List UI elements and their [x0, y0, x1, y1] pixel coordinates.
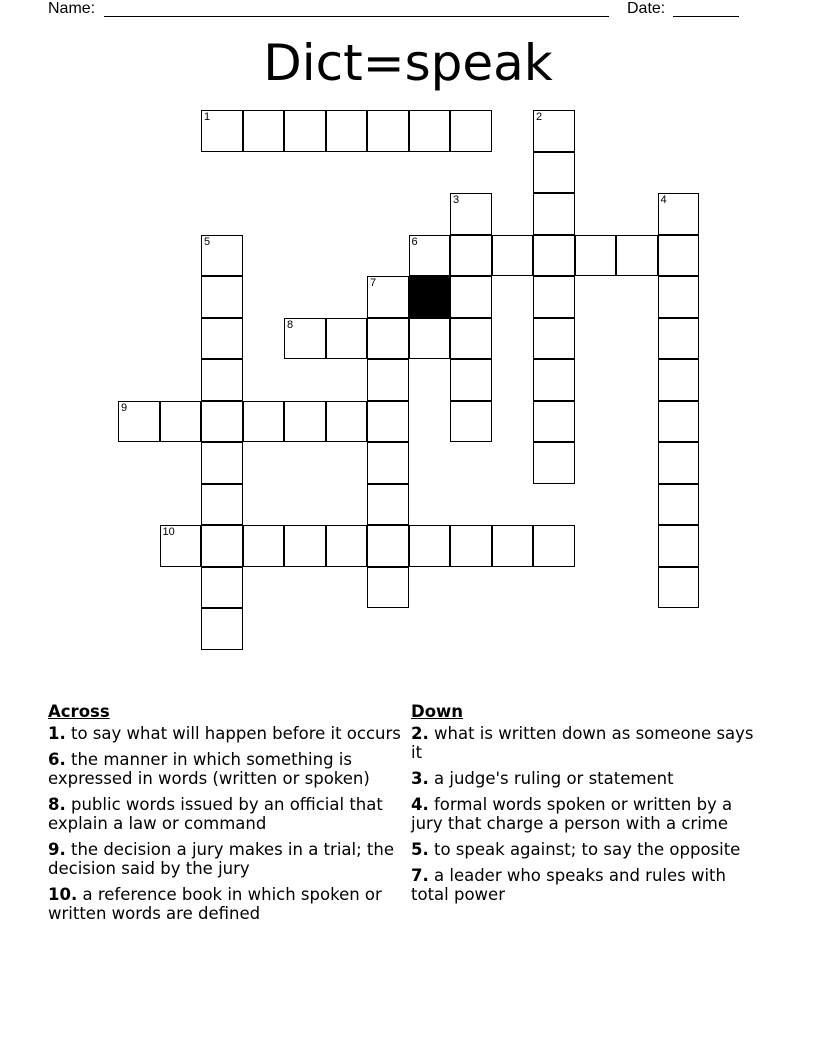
- crossword-cell[interactable]: [658, 401, 700, 443]
- across-clue: [48, 795, 408, 833]
- clue-text: a reference book in which spoken or written words are defined: [48, 885, 382, 923]
- name-label: Name:: [48, 0, 96, 17]
- crossword-cell[interactable]: [658, 318, 700, 360]
- crossword-cell[interactable]: [575, 235, 617, 277]
- crossword-cell[interactable]: [201, 567, 243, 609]
- across-clue: [48, 885, 408, 923]
- crossword-cell[interactable]: [326, 525, 368, 567]
- crossword-cell[interactable]: [326, 401, 368, 443]
- crossword-cell[interactable]: [326, 318, 368, 360]
- across-clues: [48, 702, 408, 930]
- clue-number: 4.: [411, 795, 429, 814]
- crossword-cell[interactable]: [409, 110, 451, 152]
- crossword-cell[interactable]: [201, 401, 243, 443]
- crossword-cell[interactable]: [533, 152, 575, 194]
- crossword-cell[interactable]: [533, 235, 575, 277]
- crossword-cell[interactable]: [160, 401, 202, 443]
- clue-text: the manner in which something is expressed in words (written or spoken): [48, 750, 370, 788]
- cell-number: 5: [204, 235, 211, 248]
- crossword-cell[interactable]: [533, 525, 575, 567]
- crossword-cell[interactable]: [201, 318, 243, 360]
- crossword-cell[interactable]: [201, 359, 243, 401]
- crossword-cell[interactable]: [201, 525, 243, 567]
- crossword-cell[interactable]: [450, 401, 492, 443]
- crossword-cell[interactable]: [284, 525, 326, 567]
- cell-number: 7: [370, 277, 377, 289]
- cell-number: 2: [536, 111, 543, 123]
- crossword-cell[interactable]: [492, 525, 534, 567]
- down-clue: [411, 795, 761, 833]
- clue-number: 6.: [48, 750, 66, 769]
- crossword-cell[interactable]: [533, 442, 575, 484]
- crossword-cell[interactable]: [409, 318, 451, 360]
- crossword-cell[interactable]: [533, 276, 575, 318]
- crossword-cell[interactable]: [450, 359, 492, 401]
- clue-text: what is written down as someone says it: [411, 724, 754, 762]
- crossword-cell[interactable]: [450, 235, 492, 277]
- crossword-cell[interactable]: [658, 567, 700, 609]
- crossword-cell[interactable]: [201, 608, 243, 650]
- crossword-cell[interactable]: [616, 235, 658, 277]
- across-clue: [48, 724, 408, 743]
- crossword-cell[interactable]: [658, 235, 700, 277]
- down-clues: [411, 702, 761, 911]
- crossword-cell[interactable]: [409, 235, 451, 277]
- crossword-cell[interactable]: [201, 442, 243, 484]
- crossword-cell[interactable]: [201, 484, 243, 526]
- crossword-cell[interactable]: [450, 318, 492, 360]
- clue-text: to say what will happen before it occurs: [71, 724, 401, 743]
- cell-number: 3: [453, 194, 460, 206]
- crossword-cell[interactable]: [450, 193, 492, 235]
- crossword-cell[interactable]: [658, 525, 700, 567]
- crossword-cell[interactable]: [492, 235, 534, 277]
- crossword-cell[interactable]: [450, 110, 492, 152]
- crossword-cell[interactable]: [533, 193, 575, 235]
- crossword-cell[interactable]: [533, 359, 575, 401]
- crossword-cell[interactable]: [201, 235, 243, 277]
- across-heading: Across: [48, 702, 110, 721]
- crossword-cell[interactable]: [160, 525, 202, 567]
- across-clue: [48, 750, 408, 788]
- cell-number: 10: [162, 526, 175, 538]
- clue-number: 9.: [48, 840, 66, 859]
- crossword-cell[interactable]: [533, 110, 575, 152]
- crossword-cell[interactable]: [367, 484, 409, 526]
- crossword-cell[interactable]: [409, 525, 451, 567]
- crossword-cell[interactable]: [367, 442, 409, 484]
- down-clue: [411, 724, 761, 762]
- crossword-cell[interactable]: [367, 567, 409, 609]
- crossword-cell[interactable]: [658, 359, 700, 401]
- crossword-cell[interactable]: [658, 276, 700, 318]
- crossword-cell[interactable]: [367, 110, 409, 152]
- crossword-cell[interactable]: [118, 401, 160, 443]
- clue-number: 2.: [411, 724, 429, 743]
- clue-text: to speak against; to say the opposite: [434, 840, 741, 859]
- crossword-cell[interactable]: [533, 318, 575, 360]
- crossword-cell[interactable]: [243, 401, 285, 443]
- date-label: Date:: [627, 0, 666, 17]
- crossword-cell[interactable]: [367, 359, 409, 401]
- crossword-cell[interactable]: [533, 401, 575, 443]
- crossword-cell[interactable]: [326, 110, 368, 152]
- clue-text: formal words spoken or written by a jury that charge a person with a crime: [411, 795, 733, 833]
- crossword-cell[interactable]: [284, 318, 326, 360]
- crossword-cell[interactable]: [201, 110, 243, 152]
- cell-number: 8: [287, 318, 294, 331]
- down-clue: [411, 840, 761, 859]
- cell-number: 4: [660, 194, 667, 206]
- down-clue: [411, 866, 761, 904]
- cell-number: 6: [411, 235, 418, 248]
- crossword-cell[interactable]: [367, 525, 409, 567]
- blocked-cell: [409, 276, 451, 318]
- cell-number: 1: [204, 111, 211, 123]
- crossword-cell[interactable]: [367, 276, 409, 318]
- crossword-cell[interactable]: [243, 110, 285, 152]
- clue-text: the decision a jury makes in a trial; the decision said by the jury: [48, 840, 394, 878]
- down-heading: Down: [411, 702, 464, 721]
- puzzle-title: Dict=speak: [263, 34, 553, 92]
- clue-number: 8.: [48, 795, 66, 814]
- across-clue: [48, 840, 408, 878]
- crossword-cell[interactable]: [450, 276, 492, 318]
- crossword-cell[interactable]: [450, 525, 492, 567]
- crossword-cell[interactable]: [243, 525, 285, 567]
- clue-number: 10.: [48, 885, 78, 904]
- crossword-cell[interactable]: [367, 401, 409, 443]
- clue-text: a judge's ruling or statement: [434, 769, 674, 788]
- crossword-cell[interactable]: [284, 401, 326, 443]
- down-clue: [411, 769, 761, 788]
- crossword-cell[interactable]: [367, 318, 409, 360]
- crossword-cell[interactable]: [201, 276, 243, 318]
- crossword-cell[interactable]: [658, 193, 700, 235]
- crossword-cell[interactable]: [658, 442, 700, 484]
- clue-text: public words issued by an official that explain a law or command: [48, 795, 383, 833]
- crossword-cell[interactable]: [284, 110, 326, 152]
- clue-number: 3.: [411, 769, 429, 788]
- clue-text: a leader who speaks and rules with total power: [411, 866, 726, 904]
- cell-number: 9: [121, 401, 128, 414]
- clue-number: 7.: [411, 866, 429, 885]
- clue-number: 5.: [411, 840, 429, 859]
- clue-number: 1.: [48, 724, 66, 743]
- crossword-cell[interactable]: [658, 484, 700, 526]
